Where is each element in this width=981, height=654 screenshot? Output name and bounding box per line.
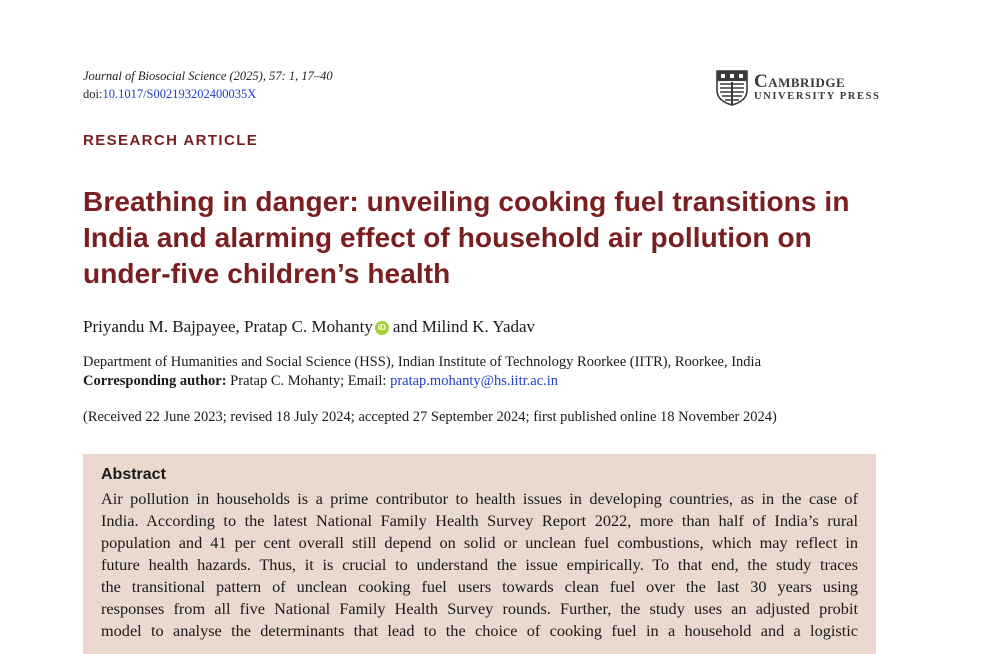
author-list	[83, 316, 535, 338]
article-type: RESEARCH ARTICLE	[83, 132, 259, 149]
doi-line	[83, 86, 256, 103]
affiliation: Department of Humanities and Social Science (HSS), Indian Institute of Technology Roorkee (IITR), Roorkee, India	[83, 354, 762, 370]
article-title: Breathing in danger: unveiling cooking fuel transitions in India and alarming effect of household air pollution on under-five children’s health	[83, 186, 850, 289]
abstract-line: future health hazards. Thus, it is crucial to understand the issue empirically. To that end, the study traces	[101, 555, 858, 574]
abstract-line: Air pollution in households is a prime contributor to health issues in developing countries, as in the case of	[101, 489, 858, 508]
journal-citation: Journal of Biosocial Science (2025), 57: 1, 17–40	[83, 69, 333, 83]
corresponding-label: Corresponding author:	[83, 373, 227, 389]
doi-prefix: doi:	[83, 87, 103, 101]
doi-link[interactable]: 10.1017/S002193202400035X	[102, 87, 257, 101]
abstract-line: population and 41 per cent overall still depend on solid or unclean fuel combustions, which may reflect in	[101, 533, 858, 552]
abstract-line: model to analyse the determinants that lead to the choice of cooking fuel in a household and a logistic	[101, 621, 858, 640]
abstract-body	[101, 488, 858, 642]
publisher-name: Cambridge	[754, 71, 846, 92]
publication-dates: (Received 22 June 2023; revised 18 July 2024; accepted 27 September 2024; first published online 18 November 2024)	[83, 409, 777, 425]
corresponding-author	[83, 372, 558, 391]
abstract-box	[83, 454, 876, 654]
authors-part1: Priyandu M. Bajpayee, Pratap C. Mohanty	[83, 317, 373, 336]
publisher-logo[interactable]	[716, 70, 880, 106]
cambridge-shield-icon	[716, 70, 748, 106]
abstract-line: the transitional pattern of unclean cooking fuel users towards clean fuel over the last 30 years using	[101, 577, 858, 596]
publisher-subname: UNIVERSITY PRESS	[754, 91, 881, 102]
abstract-line: responses from all five National Family Health Survey rounds. Further, the study uses an adjusted probit	[101, 599, 858, 618]
corresponding-text: Pratap C. Mohanty; Email:	[226, 373, 391, 389]
orcid-icon[interactable]: iD	[375, 321, 389, 335]
email-link[interactable]: pratap.mohanty@hs.iitr.ac.in	[390, 373, 559, 389]
abstract-line: India. According to the latest National Family Health Survey Report 2022, more than half of India’s rural	[101, 511, 858, 530]
authors-part2: and Milind K. Yadav	[392, 317, 536, 336]
abstract-heading: Abstract	[101, 466, 166, 483]
